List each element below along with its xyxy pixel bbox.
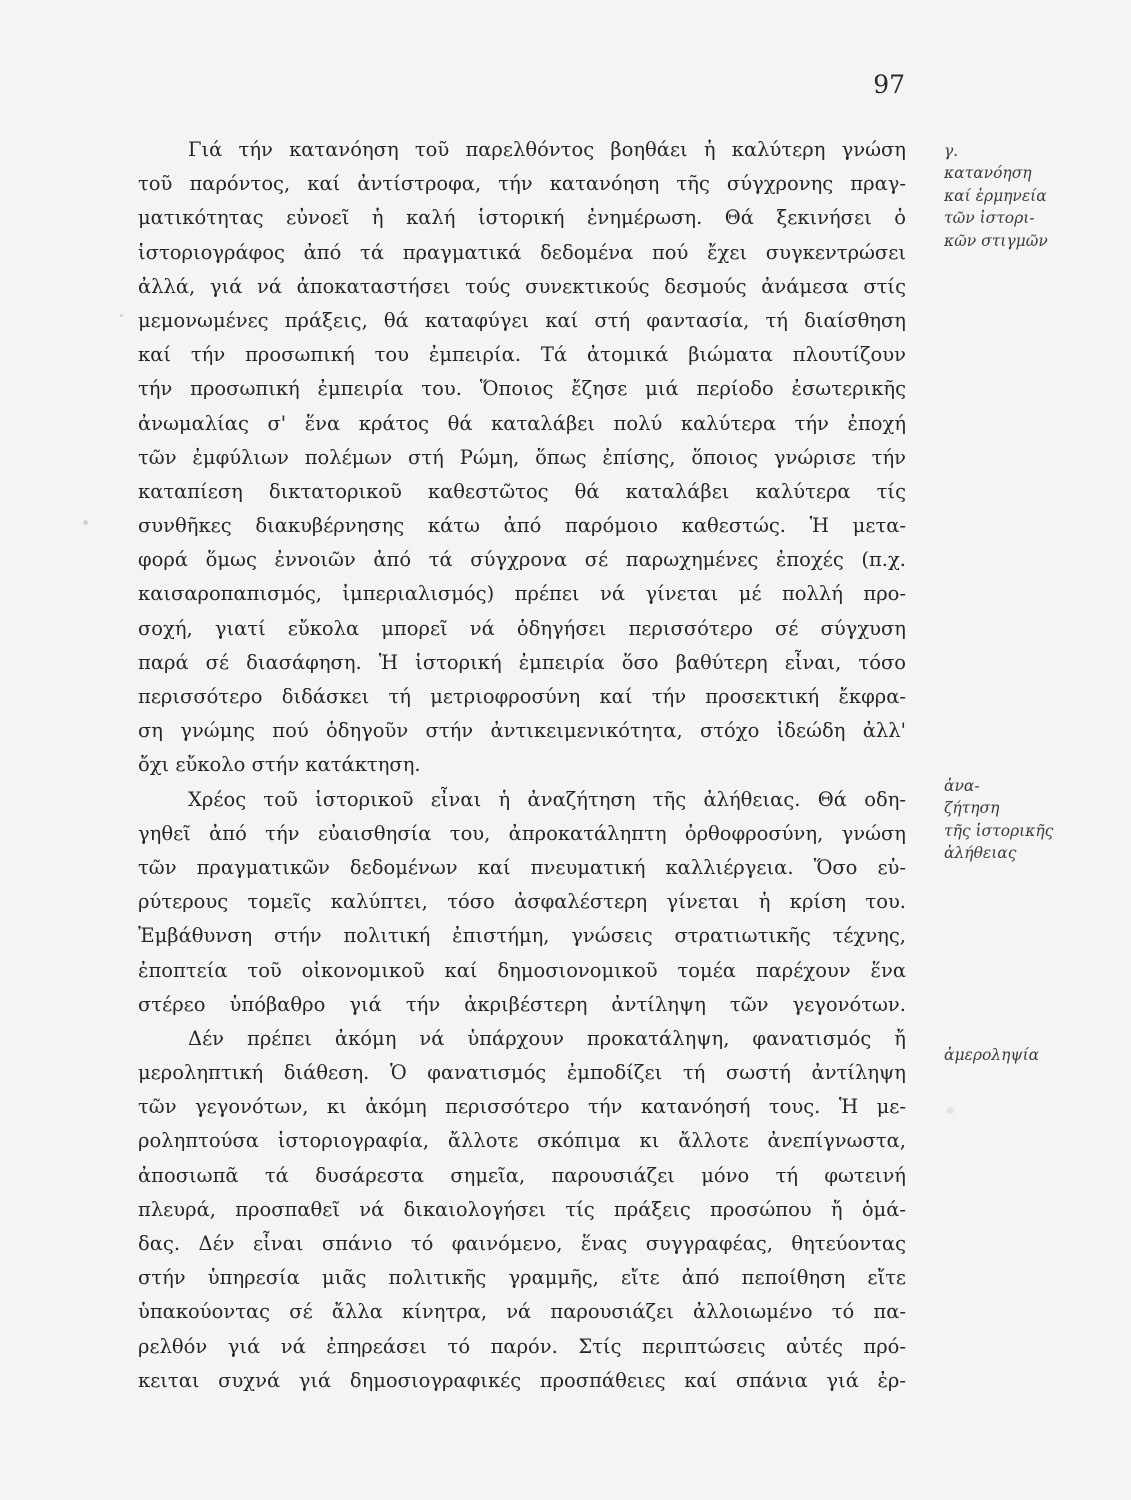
text-line: συνθῆκες διακυβέρνησης κάτω ἀπό παρόμοιο καθεστώς. Ἡ μετα- xyxy=(138,514,906,538)
text-line: δας. Δέν εἶναι σπάνιο τό φαινόμενο, ἕνας συγγραφέας, θητεύοντας xyxy=(138,1232,906,1255)
text-line: στήν ὑπηρεσία μιᾶς πολιτικῆς γραμμῆς, εἴτε ἀπό πεποίθηση εἴτε xyxy=(138,1266,906,1290)
text-line: Γιά τήν κατανόηση τοῦ παρελθόντος βοηθάει ἡ καλύτερη γνώση xyxy=(188,138,906,161)
paragraph-1 xyxy=(138,133,906,783)
paragraph-2 xyxy=(138,783,906,1022)
margin-note-search-truth xyxy=(944,775,1094,865)
text-line: ἐποπτεία τοῦ οἰκονομικοῦ καί δημοσιονομικοῦ τομέα παρέχουν ἕνα xyxy=(138,958,906,982)
margin-note-understanding xyxy=(944,140,1094,252)
margin-note-line: τῶν ἱστορι- xyxy=(944,209,1035,228)
text-line: Ἐμβάθυνση στήν πολιτική ἐπιστήμη, γνώσεις στρατιωτικῆς τέχνης, xyxy=(138,924,906,948)
text-line: τῶν γεγονότων, κι ἀκόμη περισσότερο τήν κατανόησή τους. Ἡ με- xyxy=(138,1095,906,1119)
text-line: ροληπτούσα ἱστοριογραφία, ἄλλοτε σκόπιμα κι ἄλλοτε ἀνεπίγνωστα, xyxy=(138,1129,906,1153)
text-line: σοχή, γιατί εὔκολα μπορεῖ νά ὁδηγήσει περισσότερο σέ σύγχυση xyxy=(138,616,906,640)
text-line: περισσότερο διδάσκει τή μετριοφροσύνη καί τήν προσεκτική ἔκφρα- xyxy=(138,685,906,708)
text-line: παρά σέ διασάφηση. Ἡ ἱστορική ἐμπειρία ὅσο βαθύτερη εἶναι, τόσο xyxy=(138,650,906,674)
text-line: ρελθόν γιά νά ἐπηρεάσει τό παρόν. Στίς περιπτώσεις αὐτές πρό- xyxy=(138,1334,906,1358)
text-line: τῶν πραγματικῶν δεδομένων καί πνευματική καλλιέργεια. Ὅσο εὐ- xyxy=(138,855,906,879)
scan-speck xyxy=(947,1107,954,1114)
text-line: ἀποσιωπᾶ τά δυσάρεστα σημεῖα, παρουσιάζει μόνο τή φωτεινή xyxy=(138,1163,906,1187)
text-line: πλευρά, προσπαθεῖ νά δικαιολογήσει τίς πράξεις προσώπου ἤ ὁμά- xyxy=(138,1197,906,1221)
scan-speck xyxy=(120,314,123,317)
text-line: ση γνώμης πού ὁδηγοῦν στήν ἀντικειμενικότητα, στόχο ἰδεώδη ἀλλ' xyxy=(138,719,906,743)
margin-note-line: γ. xyxy=(944,142,959,160)
text-line: ὑπακούοντας σέ ἄλλα κίνητρα, νά παρουσιάζει ἀλλοιωμένο τό πα- xyxy=(138,1300,906,1324)
margin-note-line: κῶν στιγμῶν xyxy=(944,231,1048,250)
paragraph-3 xyxy=(138,1022,906,1398)
text-line: καισαροπαπισμός, ἰμπεριαλισμός) πρέπει νά γίνεται μέ πολλή προ- xyxy=(138,582,906,606)
text-line: ὄχι εὔκολο στήν κατάκτηση. xyxy=(138,753,421,777)
margin-note-line: τῆς ἱστορικῆς xyxy=(944,821,1054,840)
text-line: κειται συχνά γιά δημοσιογραφικές προσπάθειες καί σπάνια γιά ἐρ- xyxy=(138,1368,906,1392)
margin-note-line: ἀμεροληψία xyxy=(944,1046,1040,1064)
text-line: τοῦ παρόντος, καί ἀντίστροφα, τήν κατανόηση τῆς σύγχρονης πραγ- xyxy=(138,172,906,196)
margin-note-line: καί ἑρμηνεία xyxy=(944,186,1047,205)
scan-speck xyxy=(83,520,88,525)
text-line: μεροληπτική διάθεση. Ὁ φανατισμός ἐμποδίζει τή σωστή ἀντίληψη xyxy=(138,1061,906,1085)
text-line: Χρέος τοῦ ἱστορικοῦ εἶναι ἡ ἀναζήτηση τῆς ἀλήθειας. Θά οδη- xyxy=(188,787,906,811)
text-line: ματικότητας εὐνοεῖ ἡ καλή ἱστορική ἐνημέρωση. Θά ξεκινήσει ὁ xyxy=(138,206,906,230)
text-line: ρύτερους τομεῖς καλύπτει, τόσο ἀσφαλέστερη γίνεται ἡ κρίση του. xyxy=(138,890,906,914)
text-line: Δέν πρέπει ἀκόμη νά ὑπάρχουν προκατάληψη, φανατισμός ἤ xyxy=(188,1026,906,1050)
margin-note-impartiality xyxy=(944,1044,1094,1066)
margin-note-line: ζήτηση xyxy=(944,799,1000,818)
margin-note-line: κατανόηση xyxy=(944,164,1032,183)
text-line: τήν προσωπική ἐμπειρία του. Ὅποιος ἔζησε μιά περίοδο ἐσωτερικῆς xyxy=(138,377,906,401)
text-line: ἀνωμαλίας σ' ἕνα κράτος θά καταλάβει πολύ καλύτερα τήν ἐποχή xyxy=(138,411,906,435)
text-line: μεμονωμένες πράξεις, θά καταφύγει καί στή φαντασία, τή διαίσθηση xyxy=(138,308,906,332)
text-line: τῶν ἐμφύλιων πολέμων στή Ρώμη, ὅπως ἐπίσης, ὅποιος γνώρισε τήν xyxy=(138,445,906,469)
text-line: ἀλλά, γιά νά ἀποκαταστήσει τούς συνεκτικούς δεσμούς ἀνάμεσα στίς xyxy=(138,274,906,298)
page-number: 97 xyxy=(873,70,905,99)
text-line: καταπίεση δικτατορικοῦ καθεστῶτος θά καταλάβει καλύτερα τίς xyxy=(138,479,906,503)
body-text xyxy=(138,133,906,1398)
text-line: γηθεῖ ἀπό τήν εὐαισθησία του, ἀπροκατάληπτη ὀρθοφροσύνη, γνώση xyxy=(138,821,906,845)
margin-note-line: ἀνα- xyxy=(944,777,980,795)
text-line: καί τήν προσωπική του ἐμπειρία. Τά ἀτομικά βιώματα πλουτίζουν xyxy=(138,343,906,367)
text-line: ἱστοριογράφος ἀπό τά πραγματικά δεδομένα πού ἔχει συγκεντρώσει xyxy=(138,240,906,264)
margin-note-line: ἀλήθειας xyxy=(944,844,1017,863)
text-line: στέρεο ὑπόβαθρο γιά τήν ἀκριβέστερη ἀντίληψη τῶν γεγονότων. xyxy=(138,992,906,1016)
text-line: φορά ὅμως ἐννοιῶν ἀπό τά σύγχρονα σέ παρωχημένες ἐποχές (π.χ. xyxy=(138,548,906,572)
